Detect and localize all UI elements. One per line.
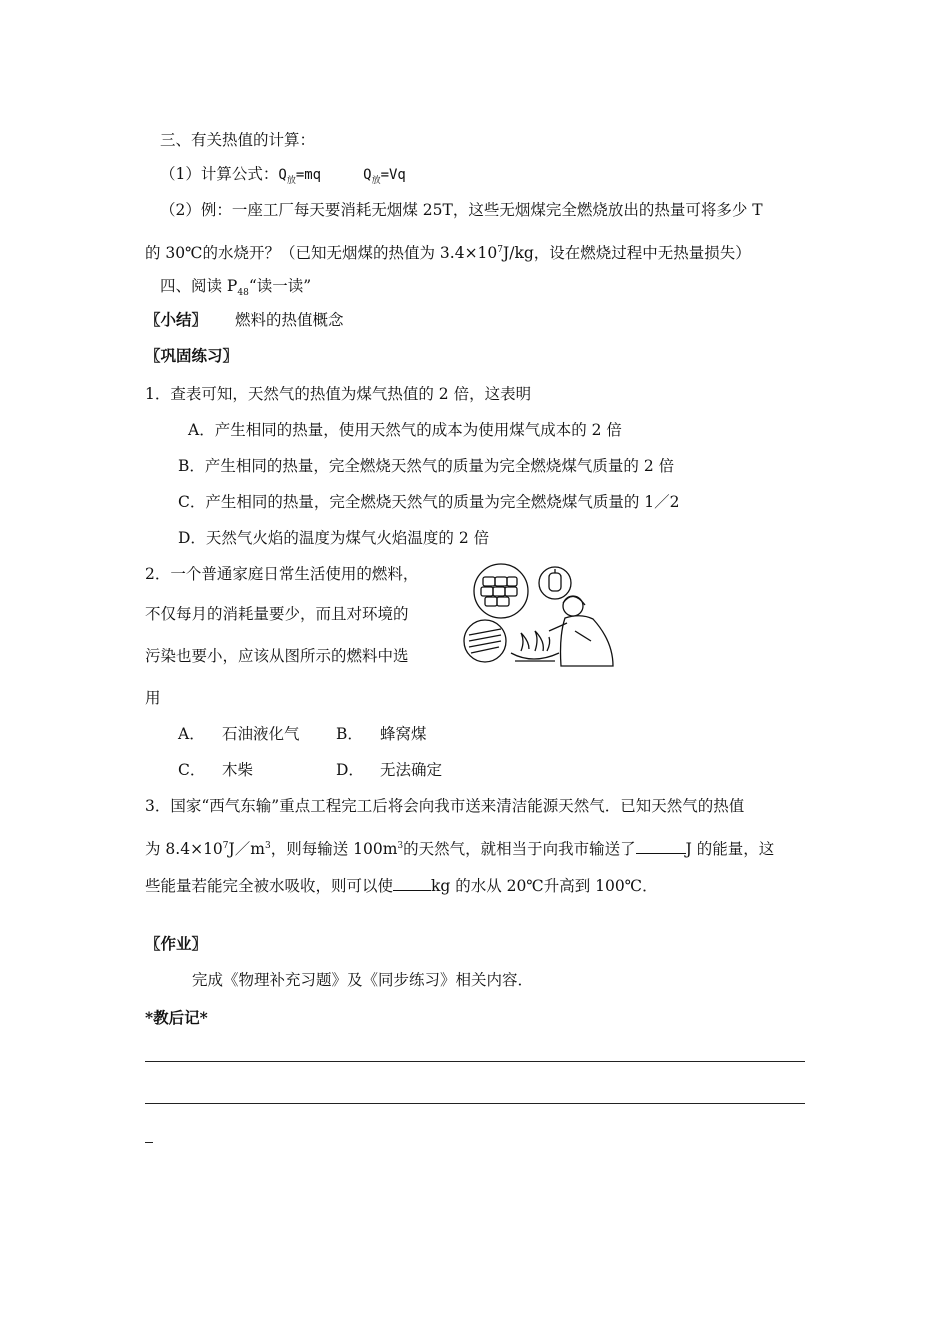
honeycomb-coal-icon <box>481 577 517 606</box>
summary-label: 〖小结〗 <box>145 310 208 329</box>
q3-energy-blank[interactable] <box>636 839 686 854</box>
section3-title: 三、有关热值的计算： <box>160 131 316 149</box>
homework-label: 〖作业〗 <box>145 934 208 953</box>
q1-option-a: A．产生相同的热量，使用天然气的成本为使用煤气成本的 2 倍 <box>188 421 622 439</box>
q3-line-2-a: 为 8.4×10 <box>145 840 223 859</box>
example-line-2-a: 的 30℃的水烧开？（已知无烟煤的热值为 3.4×10 <box>145 244 498 263</box>
section4-text-a: 四、阅读 P <box>160 277 238 295</box>
example-exponent: 7 <box>497 245 504 255</box>
formula-line <box>160 164 406 191</box>
firewood-icon <box>469 629 501 653</box>
q2-option-a-letter: A． <box>178 725 205 743</box>
stove-icon <box>511 631 559 661</box>
q2-option-a: 石油液化气 <box>222 725 300 743</box>
fuel-illustration <box>463 561 623 671</box>
section4-line <box>160 276 311 303</box>
q3-line-2-b: J／m <box>228 840 265 859</box>
practice-label: 〖巩固练习〗 <box>145 346 239 365</box>
q2-option-b: 蜂窝煤 <box>380 725 427 743</box>
q3-line-2 <box>145 836 774 859</box>
q3-exponent-1: 7 <box>222 841 229 851</box>
example-line-2-b: J/kg，设在燃烧过程中无热量损失） <box>503 244 751 263</box>
q2-line-2: 不仅每月的消耗量要少，而且对环境的 <box>145 605 409 623</box>
q3-exponent-3: 3 <box>397 841 404 851</box>
q2-line-3: 污染也要小，应该从图所示的燃料中选 <box>145 647 409 665</box>
example-line-2 <box>145 240 751 263</box>
example-line-1: （2）例：一座工厂每天要消耗无烟煤 25T，这些无烟煤完全燃烧放出的热量可将多少 T <box>160 201 763 219</box>
gas-cylinder-icon <box>549 569 561 591</box>
q1-option-d: D．天然气火焰的温度为煤气火焰温度的 2 倍 <box>178 529 490 547</box>
writing-line-1[interactable] <box>145 1061 805 1062</box>
q3-exponent-2: 3 <box>264 841 271 851</box>
writing-line-2[interactable] <box>145 1103 805 1104</box>
formula-label: （1）计算公式： <box>160 165 279 183</box>
q3-line-3 <box>145 876 658 896</box>
q1-option-b: B．产生相同的热量，完全燃烧天然气的质量为完全燃烧煤气质量的 2 倍 <box>178 457 675 475</box>
q3-line-3-b: kg 的水从 20℃升高到 100℃． <box>431 877 658 895</box>
q3-mass-blank[interactable] <box>393 876 431 891</box>
formula-1: $Q_放=mq$ <box>278 167 322 186</box>
q3-line-1: 3．国家“西气东输”重点工程完工后将会向我市送来清洁能源天然气．已知天然气的热值 <box>145 797 745 815</box>
q1-option-c: C．产生相同的热量，完全燃烧天然气的质量为完全燃烧煤气质量的 1／2 <box>178 493 680 511</box>
homework-text: 完成《物理补充习题》及《同步练习》相关内容． <box>192 971 534 989</box>
q2-option-b-letter: B． <box>336 725 363 743</box>
postscript-label: *教后记* <box>145 1008 208 1027</box>
q2-line-4: 用 <box>145 689 161 707</box>
woman-cooking-icon <box>549 596 613 666</box>
q2-option-d: 无法确定 <box>380 761 443 779</box>
q2-option-c-letter: C． <box>178 761 206 779</box>
writing-line-stub <box>145 1142 153 1143</box>
q3-line-3-a: 些能量若能完全被水吸收，则可以使 <box>145 877 394 895</box>
q2-line-1: 2．一个普通家庭日常生活使用的燃料， <box>145 565 419 583</box>
q3-line-2-d: 的天然气，就相当于向我市输送了 <box>403 840 636 859</box>
summary-text: 燃料的热值概念 <box>235 311 344 329</box>
section4-page-number: 48 <box>237 288 249 299</box>
formula-2: $Q_放=Vq$ <box>363 167 406 186</box>
section4-text-b: “读一读” <box>248 277 312 295</box>
q2-option-d-letter: D． <box>336 761 364 779</box>
q3-line-2-c: ，则每输送 100m <box>270 840 398 859</box>
q2-option-c: 木柴 <box>222 761 254 779</box>
coal-circle <box>474 564 528 618</box>
q3-line-2-e: J 的能量，这 <box>685 840 775 859</box>
q1-stem: 1．查表可知，天然气的热值为煤气热值的 2 倍，这表明 <box>145 385 532 403</box>
